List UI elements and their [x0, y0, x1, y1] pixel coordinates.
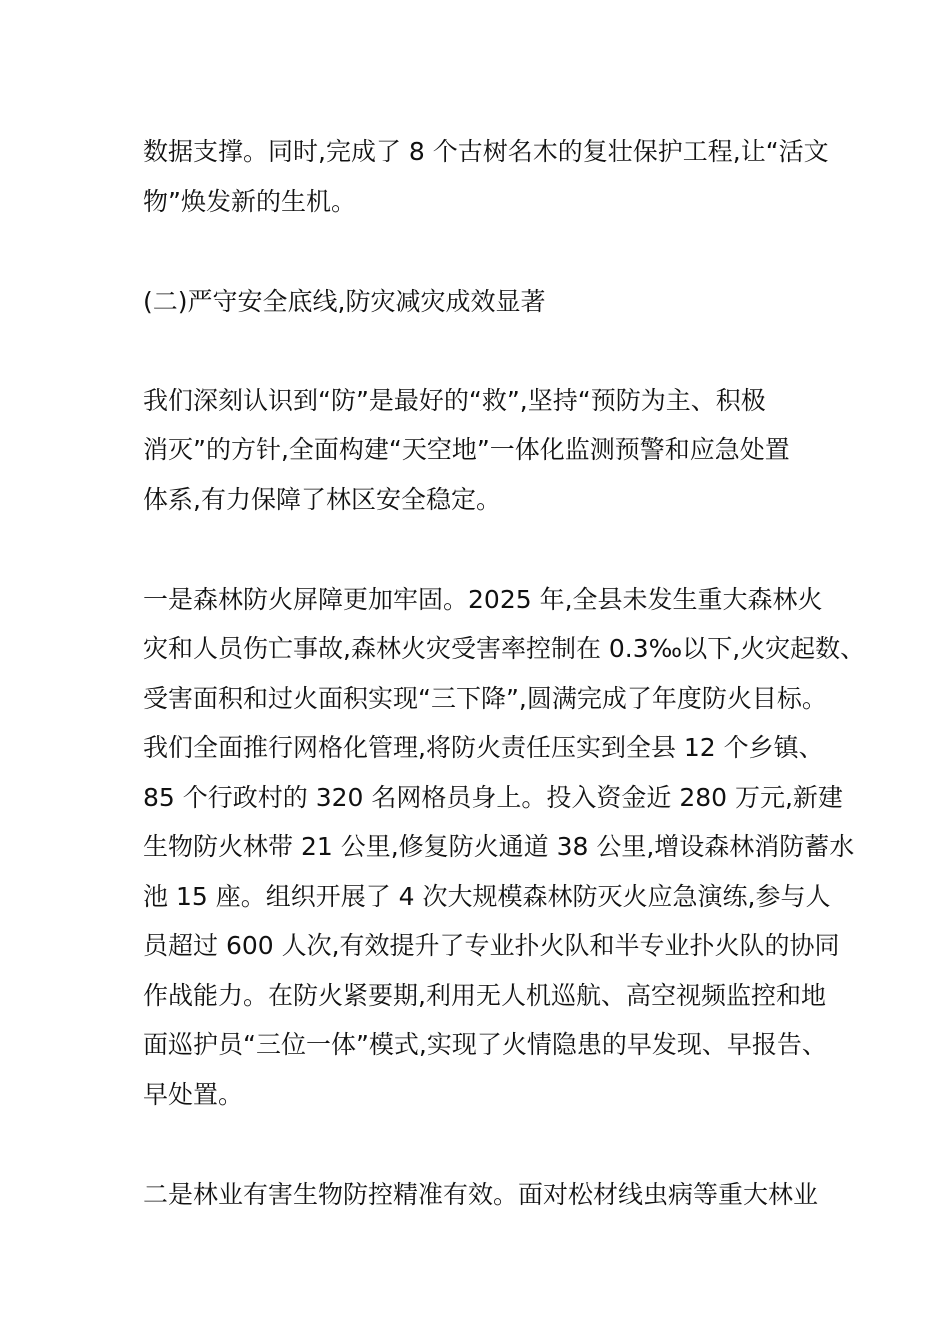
- paragraph-3-line-11: 早处置。: [143, 1080, 244, 1109]
- paragraph-2-line-1: 我们深刻认识到“防”是最好的“救”,坚持“预防为主、积极: [143, 386, 766, 415]
- paragraph-3-line-3: 受害面积和过火面积实现“三下降”,圆满完成了年度防火目标。: [143, 684, 827, 713]
- paragraph-3-line-1: 一是森林防火屏障更加牢固。2025 年,全县未发生重大森林火: [143, 585, 823, 614]
- paragraph-1-line-1: 数据支撑。同时,完成了 8 个古树名木的复壮保护工程,让“活文: [143, 137, 829, 166]
- section-heading: (二)严守安全底线,防灾减灾成效显著: [143, 287, 546, 316]
- paragraph-3-line-7: 池 15 座。组织开展了 4 次大规模森林防灭火应急演练,参与人: [143, 882, 831, 911]
- paragraph-2-line-2: 消灭”的方针,全面构建“天空地”一体化监测预警和应急处置: [143, 435, 790, 464]
- paragraph-3-line-10: 面巡护员“三位一体”模式,实现了火情隐患的早发现、早报告、: [143, 1030, 827, 1059]
- paragraph-3-line-4: 我们全面推行网格化管理,将防火责任压实到全县 12 个乡镇、: [143, 733, 824, 762]
- paragraph-3-line-5: 85 个行政村的 320 名网格员身上。投入资金近 280 万元,新建: [143, 783, 843, 812]
- paragraph-1-line-2: 物”焕发新的生机。: [143, 187, 356, 216]
- paragraph-4-line-1: 二是林业有害生物防控精准有效。面对松材线虫病等重大林业: [143, 1180, 819, 1209]
- paragraph-3-line-2: 灾和人员伤亡事故,森林火灾受害率控制在 0.3‰以下,火灾起数、: [143, 634, 866, 663]
- paragraph-3-line-9: 作战能力。在防火紧要期,利用无人机巡航、高空视频监控和地: [143, 981, 826, 1010]
- paragraph-3-line-8: 员超过 600 人次,有效提升了专业扑火队和半专业扑火队的协同: [143, 931, 840, 960]
- paragraph-3-line-6: 生物防火林带 21 公里,修复防火通道 38 公里,增设森林消防蓄水: [143, 832, 855, 861]
- paragraph-2-line-3: 体系,有力保障了林区安全稳定。: [143, 485, 501, 514]
